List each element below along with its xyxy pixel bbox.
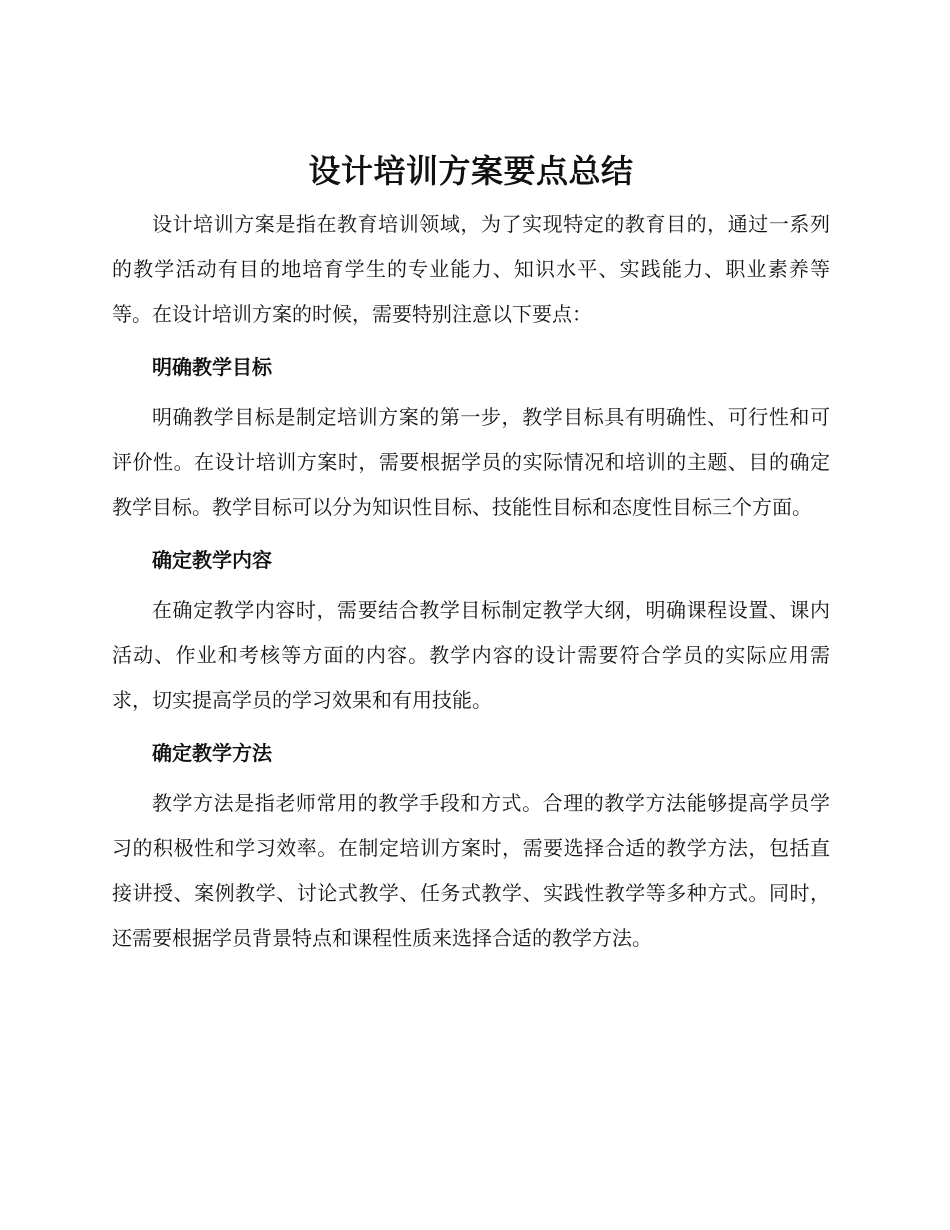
section-heading-teaching-methods: 确定教学方法: [152, 741, 272, 765]
section-heading-teaching-content: 确定教学内容: [152, 548, 272, 572]
section-heading-teaching-goals: 明确教学目标: [152, 355, 272, 379]
document-body: [112, 148, 830, 961]
section-body-teaching-content: 在确定教学内容时，需要结合教学目标制定教学大纲，明确课程设置、课内活动、作业和考核等方面的内容。教学内容的设计需要符合学员的实际应用需求，切实提高学员的学习效果和有用技能。: [112, 598, 830, 712]
intro-paragraph: 设计培训方案是指在教育培训领域，为了实现特定的教育目的，通过一系列的教学活动有目的地培育学生的专业能力、知识水平、实践能力、职业素养等等。在设计培训方案的时候，需要特别注意以下要点：: [112, 212, 830, 326]
section-body-teaching-goals: 明确教学目标是制定培训方案的第一步，教学目标具有明确性、可行性和可评价性。在设计培训方案时，需要根据学员的实际情况和培训的主题、目的确定教学目标。教学目标可以分为知识性目标、技能性目标和态度性目标三个方面。: [112, 405, 830, 519]
page-title: 设计培训方案要点总结: [308, 152, 634, 190]
section-body-teaching-methods: 教学方法是指老师常用的教学手段和方式。合理的教学方法能够提高学员学习的积极性和学习效率。在制定培训方案时，需要选择合适的教学方法，包括直接讲授、案例教学、讨论式教学、任务式教学、实践性教学等多种方式。同时，还需要根据学员背景特点和课程性质来选择合适的教学方法。: [112, 791, 830, 950]
